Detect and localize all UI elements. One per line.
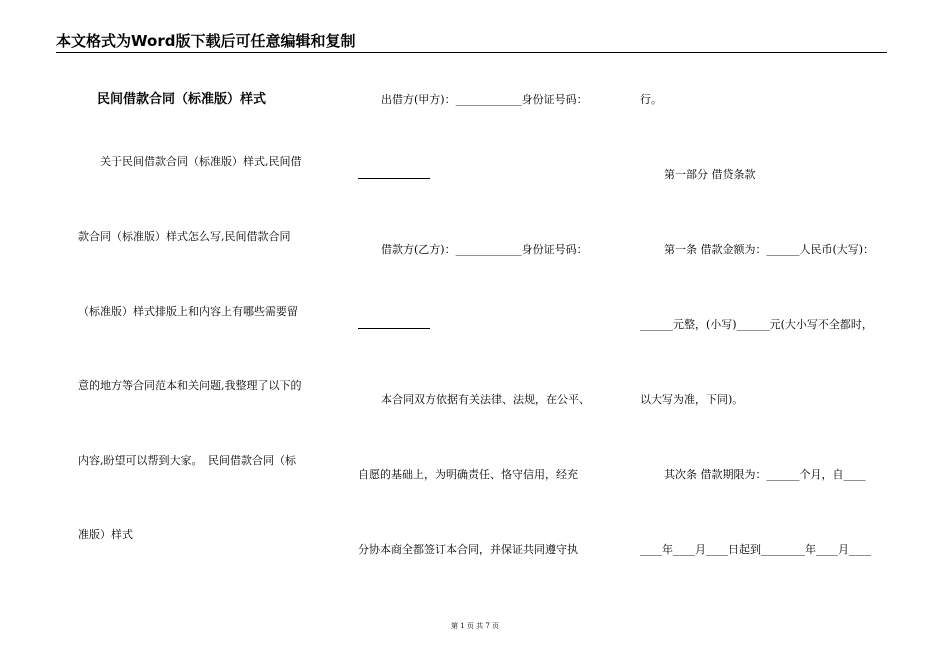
document-header: 本文格式为Word版下载后可任意编辑和复制	[56, 32, 356, 50]
loan-amount-line: 以大写为准，下同)。	[640, 393, 744, 406]
page-number: 第 1 页 共 7 页	[450, 622, 500, 630]
intro-line: 关于民间借款合同（标准版）样式,民间借	[100, 155, 302, 168]
borrower-id-blank	[358, 328, 430, 329]
lender-line: 出借方(甲方)：____________身份证号码：	[381, 93, 588, 106]
intro-line: 款合同（标准版）样式怎么写,民间借款合同	[78, 230, 291, 243]
intro-line: 意的地方等合同范本和关问题,我整理了以下的	[78, 379, 302, 392]
header-divider	[56, 52, 887, 53]
loan-term-line: ____年____月____日起到________年____月____	[640, 543, 871, 556]
body-line: 行。	[640, 93, 662, 106]
loan-term-line: 其次条 借款期限为：______个月，自____	[664, 468, 866, 481]
intro-line: （标准版）样式排版上和内容上有哪些需要留	[78, 305, 298, 318]
body-line: 本合同双方依据有关法律、法规，在公平、	[381, 393, 590, 406]
contract-title: 民间借款合同（标准版）样式	[97, 92, 267, 107]
section-heading: 第一部分 借贷条款	[664, 168, 756, 181]
lender-id-blank	[358, 178, 430, 179]
body-line: 分协本商全都签订本合同，并保证共同遵守执	[358, 543, 578, 556]
loan-amount-line: ______元整，(小写)______元(大小写不全都时，	[640, 318, 873, 331]
borrower-line: 借款方(乙方)：____________身份证号码：	[381, 243, 588, 256]
body-line: 自愿的基础上，为明确责任、恪守信用，经充	[358, 468, 578, 481]
intro-line: 内容,盼望可以帮到大家。 民间借款合同（标	[78, 454, 296, 467]
loan-amount-line: 第一条 借款金额为：______人民币(大写)：	[664, 243, 875, 256]
intro-line: 准版）样式	[78, 528, 133, 541]
